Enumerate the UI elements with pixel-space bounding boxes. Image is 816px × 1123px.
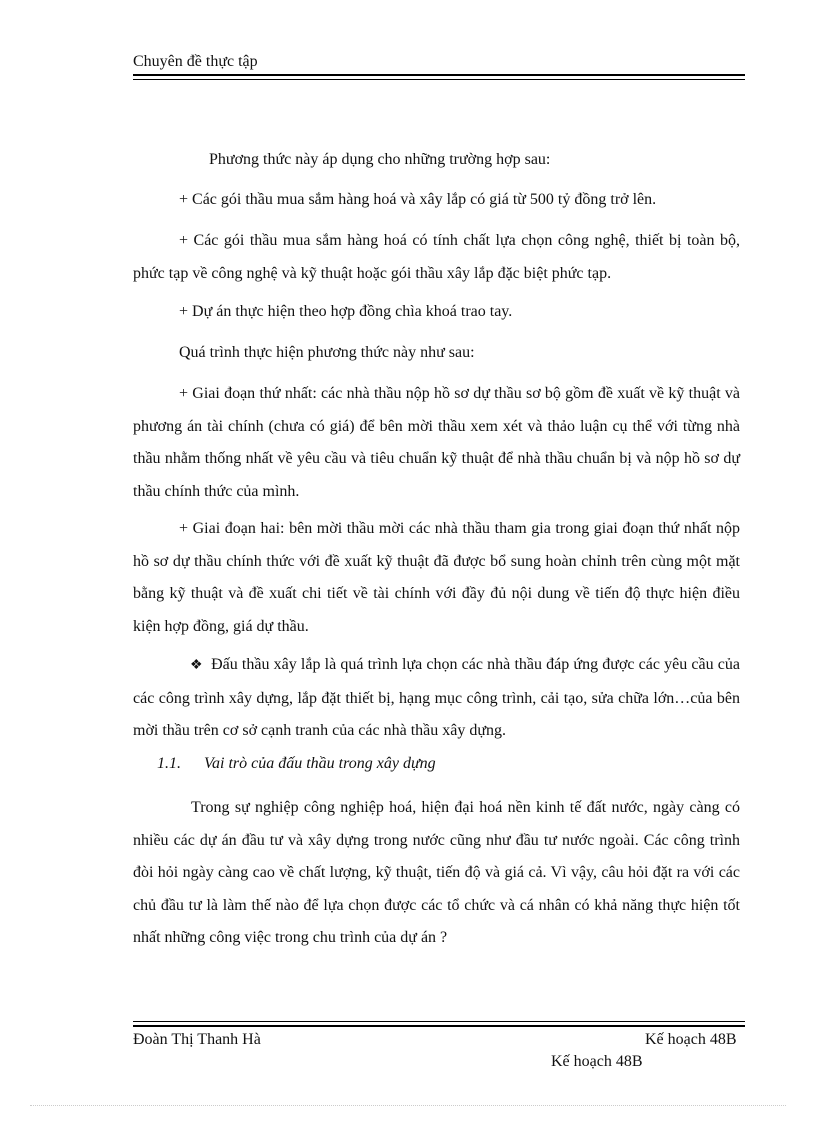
footer-class: Kế hoạch 48B [645, 1031, 737, 1048]
footer-rule-thick [133, 1025, 745, 1027]
list-item-case-1: + Các gói thầu mua sắm hàng hoá và xây lắp có giá từ 500 tỷ đồng trở lên. [179, 191, 657, 208]
definition-text: Đấu thầu xây lắp là quá trình lựa chọn các nhà thầu đáp ứng được các yêu cầu của các công trình xây dựng, lắp đặt thiết bị, hạng mục công trình, cải tạo, sửa chữa lớn…của bên mời thầu trên cơ sở cạnh tranh của các nhà thầu xây dựng. [133, 656, 741, 739]
list-item-stage-1: + Giai đoạn thứ nhất: các nhà thầu nộp hồ sơ dự thầu sơ bộ gồm đề xuất về kỹ thuật và phương án tài chính (chưa có giá) để bên mời thầu xem xét và thảo luận cụ thể với từng nhà thầu nhằm thống nhất về yêu cầu và tiêu chuẩn kỹ thuật để nhà thầu chuẩn bị và nộp hồ sơ dự thầu chính thức của mình. [133, 385, 740, 500]
list-item-case-2: + Các gói thầu mua sắm hàng hoá có tính chất lựa chọn công nghệ, thiết bị toàn bộ, phức tạp về công nghệ và kỹ thuật hoặc gói thầu xây lắp đặc biệt phức tạp. [133, 232, 740, 282]
diamond-bullet-icon: ❖ [190, 658, 203, 673]
list-item-case-3: + Dự án thực hiện theo hợp đồng chìa khoá trao tay. [179, 303, 513, 320]
section-heading [157, 755, 436, 773]
footer-author: Đoàn Thị Thanh Hà [133, 1031, 261, 1048]
header-rule-thin [133, 79, 745, 80]
paragraph-process: Quá trình thực hiện phương thức này như sau: [179, 344, 475, 361]
footer-rule-thin [133, 1021, 745, 1022]
page-bottom-divider [30, 1105, 786, 1106]
paragraph-role: Trong sự nghiệp công nghiệp hoá, hiện đại hoá nền kinh tế đất nước, ngày càng có nhiều các dự án đầu tư và xây dựng trong nước cũng như đầu tư nước ngoài. Các công trình đòi hỏi ngày càng cao về chất lượng, kỹ thuật, tiến độ và giá cả. Vì vậy, câu hỏi đặt ra với các chủ đầu tư là làm thế nào để lựa chọn được các tổ chức và cá nhân có khả năng thực hiện tốt nhất những công việc trong chu trình của dự án ? [133, 799, 740, 946]
bullet-paragraph-definition [133, 649, 740, 748]
list-item-stage-2: + Giai đoạn hai: bên mời thầu mời các nhà thầu tham gia trong giai đoạn thứ nhất nộp hồ sơ dự thầu chính thức với đề xuất kỹ thuật đã được bổ sung hoàn chỉnh trên cùng một mặt bằng kỹ thuật và đề xuất chi tiết về tài chính với đầy đủ nội dung về tiến độ thực hiện điều kiện hợp đồng, giá dự thầu. [133, 520, 740, 635]
footer-class-repeat: Kế hoạch 48B [551, 1053, 643, 1070]
section-number: 1.1. [157, 755, 181, 772]
header-rule-thick [133, 74, 745, 76]
section-title: Vai trò của đấu thầu trong xây dựng [204, 755, 436, 772]
page-header-title: Chuyên đề thực tập [133, 53, 258, 70]
paragraph-intro: Phương thức này áp dụng cho những trường hợp sau: [209, 151, 551, 168]
